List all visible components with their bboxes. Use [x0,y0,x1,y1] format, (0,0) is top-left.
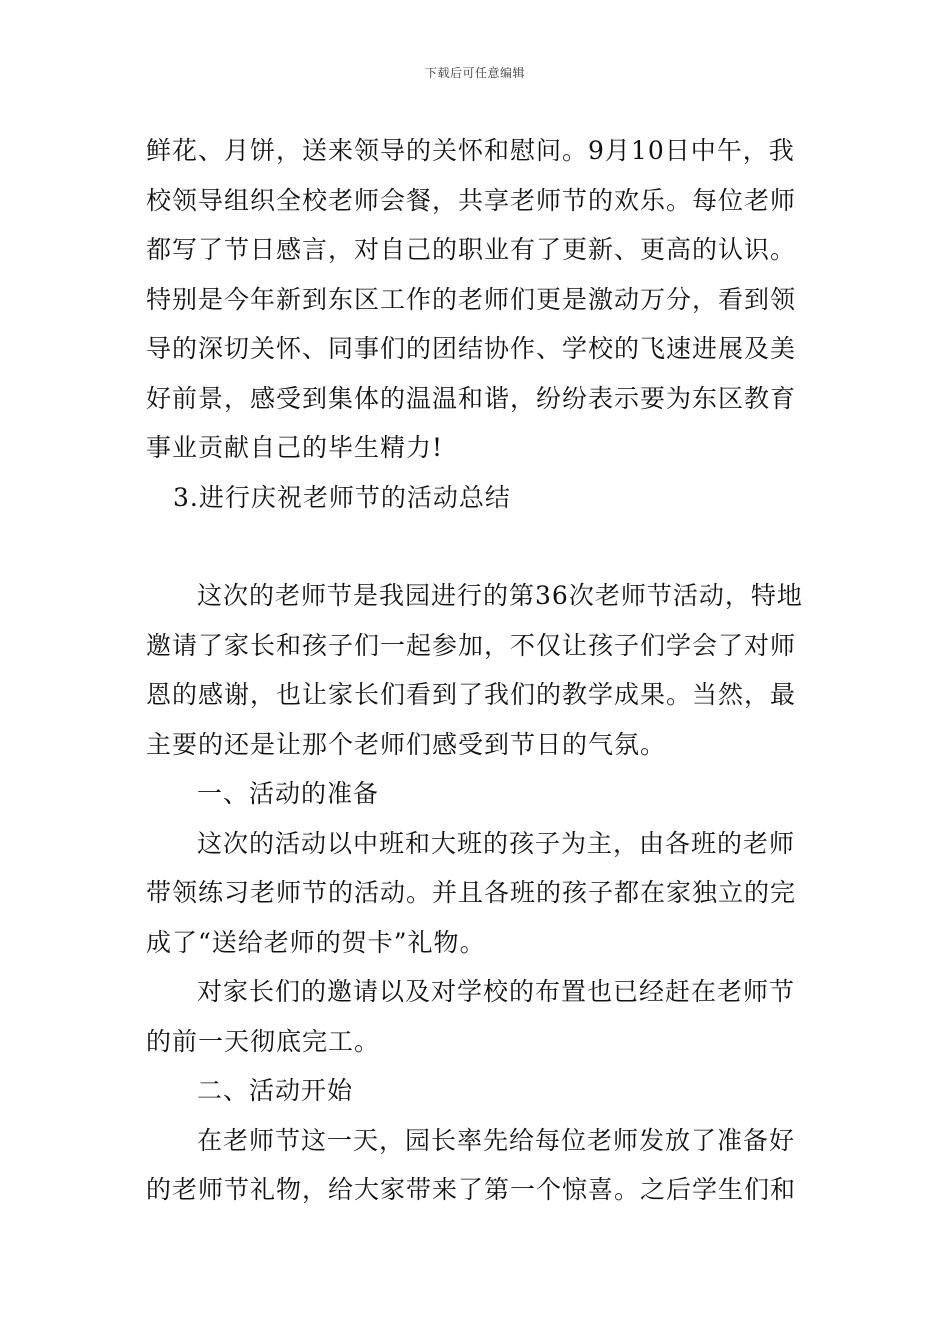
text-line: 鲜花、月饼，送来领导的关怀和慰问。9月10日中午，我 [146,136,795,165]
text-line: 这次的活动以中班和大班的孩子为主，由各班的老师 [197,828,796,858]
text-line: 成了“送给老师的贺卡”礼物。 [146,927,486,957]
text-line: 带领练习老师节的活动。并且各班的孩子都在家独立的完 [146,878,797,907]
section-title: 3.进行庆祝老师节的活动总结 [173,482,511,512]
text-line: 都写了节日感言，对自己的职业有了更新、更高的认识。 [146,235,797,264]
text-line: 的前一天彻底完工。 [146,1026,381,1056]
text-line: 这次的老师节是我园进行的第36次老师节活动，特地 [197,581,803,610]
paragraph-4 [146,967,810,1066]
page-header: 下载后可任意编辑 [424,66,525,80]
blank-gap [146,522,810,571]
heading-start: 二、活动开始 [197,1076,354,1105]
paragraph-5 [146,1116,810,1215]
text-line: 导的深切关怀、同事们的团结协作、学校的飞速进展及美 [146,334,797,363]
paragraph-1 [146,126,810,473]
text-line: 对家长们的邀请以及对学校的布置也已经赶在老师节 [197,977,796,1006]
text-line: 好前景，感受到集体的温温和谐，纷纷表示要为东区教育 [146,383,797,413]
paragraph-3 [146,819,810,968]
text-line: 的老师节礼物，给大家带来了第一个惊喜。之后学生们和 [146,1175,797,1204]
text-line: 邀请了家长和孩子们一起参加，不仅让孩子们学会了对师 [146,630,797,660]
document-body [146,126,810,1215]
paragraph-2 [146,571,810,769]
heading-preparation: 一、活动的准备 [197,779,380,808]
text-line: 特别是今年新到东区工作的老师们更是激动万分，看到领 [146,284,797,314]
text-line: 校领导组织全校老师会餐，共享老师节的欢乐。每位老师 [146,185,797,215]
text-line: 恩的感谢，也让家长们看到了我们的教学成果。当然，最 [146,680,797,709]
text-line: 事业贡献自己的毕生精力! [146,433,444,462]
text-line: 在老师节这一天，园长率先给每位老师发放了准备好 [197,1125,796,1155]
text-line: 主要的还是让那个老师们感受到节日的气氛。 [146,729,667,759]
